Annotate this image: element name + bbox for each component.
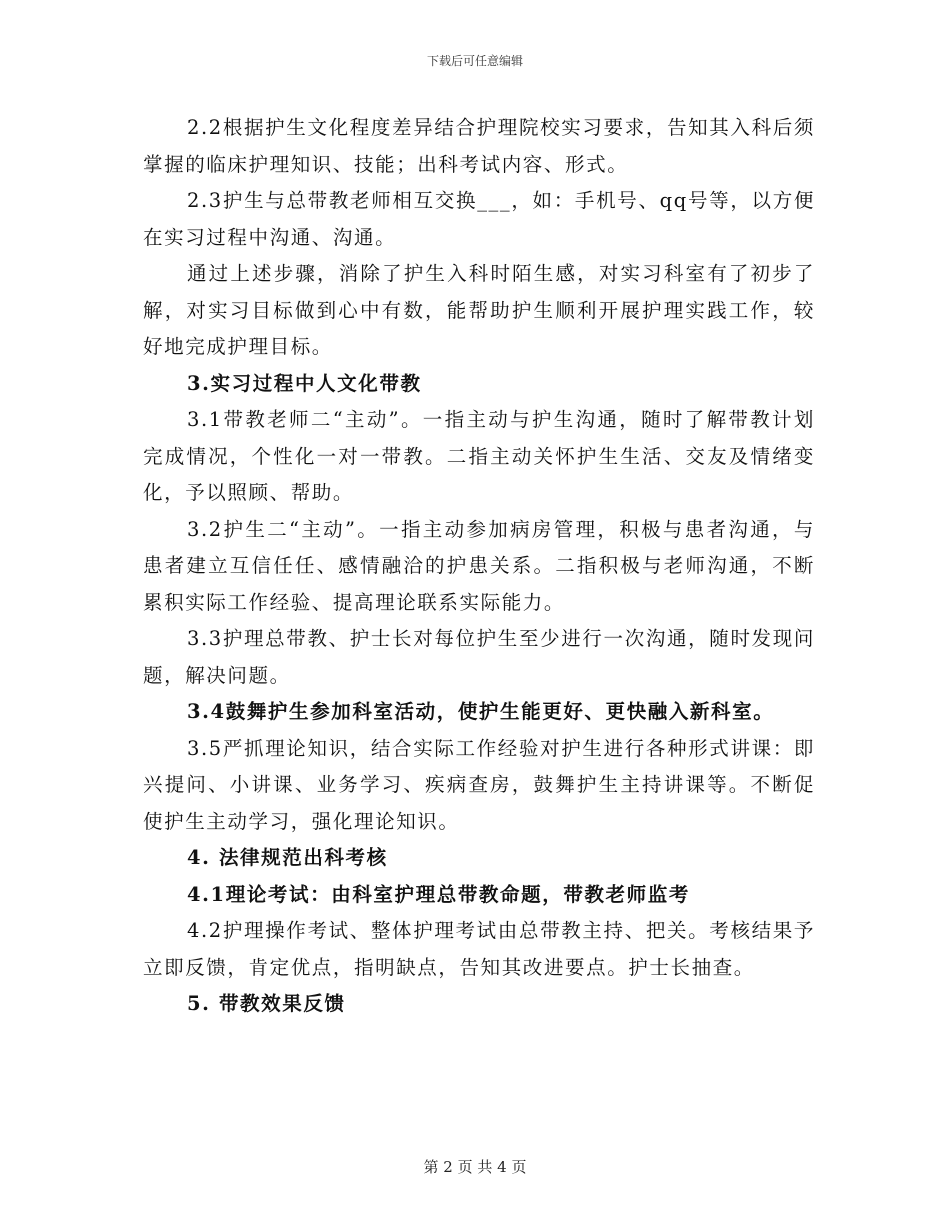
paragraph-4-1: 4.1理论考试：由科室护理总带教命题，带教老师监考 [187,882,690,906]
paragraph-3-5: 3.5严抓理论知识，结合实际工作经验对护生进行各种形式讲课：即兴提问、小讲课、业务学习、疾病查房，鼓舞护生主持讲课等。不断促使护生主动学习，强化理论知识。 [143,736,815,833]
paragraph-4-2: 4.2护理操作考试、整体护理考试由总带教主持、把关。考核结果予立即反馈，肯定优点，指明缺点，告知其改进要点。护士长抽查。 [143,919,815,979]
heading-section-4: 4. 法律规范出科考核 [187,846,388,869]
page-header: 下载后可任意编辑 [426,54,523,68]
paragraph-3-3: 3.3护理总带教、护士长对每位护生至少进行一次沟通，随时发现问题，解决问题。 [143,627,815,687]
paragraph-summary: 通过上述步骤，消除了护生入科时陌生感，对实习科室有了初步了解，对实习目标做到心中有数，能帮助护生顺利开展护理实践工作，较好地完成护理目标。 [143,262,815,358]
paragraph-2-2: 2.2根据护生文化程度差异结合护理院校实习要求，告知其入科后须掌握的临床护理知识、技能；出科考试内容、形式。 [143,116,815,176]
document-body [143,110,815,1023]
paragraph-3-2: 3.2护生二“主动”。一指主动参加病房管理，积极与患者沟通，与患者建立互信任任、感情融洽的护患关系。二指积极与老师沟通，不断累积实际工作经验、提高理论联系实际能力。 [143,517,815,614]
paragraph-2-3: 2.3护生与总带教老师相互交换___，如：手机号、qq号等，以方便在实习过程中沟通、沟通。 [143,189,815,249]
paragraph-3-1: 3.1带教老师二“主动”。一指主动与护生沟通，随时了解带教计划完成情况，个性化一对一带教。二指主动关怀护生生活、交友及情绪变化，予以照顾、帮助。 [143,408,815,504]
page-footer: 第 2 页 共 4 页 [423,1158,527,1176]
heading-section-3: 3.实习过程中人文化带教 [187,371,422,395]
paragraph-3-4: 3.4鼓舞护生参加科室活动，使护生能更好、更快融入新科室。 [187,700,775,723]
heading-section-5: 5. 带教效果反馈 [187,992,346,1015]
